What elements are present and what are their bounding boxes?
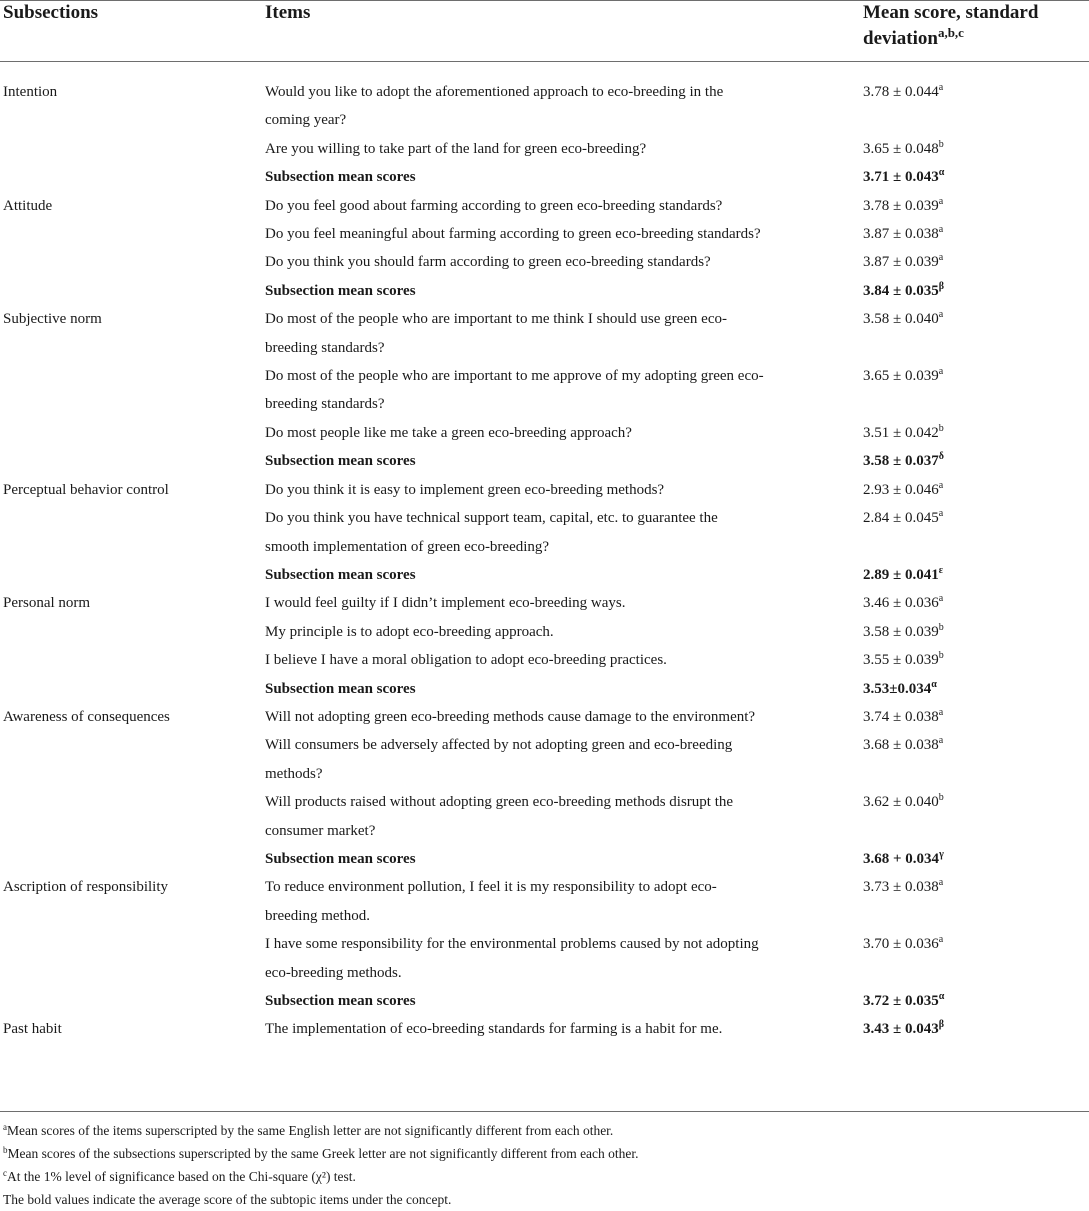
mean-score-value: 3.65 ± 0.048 xyxy=(863,140,939,157)
table-row xyxy=(0,589,1089,617)
mean-score-value: 3.53±0.034 xyxy=(863,680,932,697)
mean-score-value: 3.46 ± 0.036 xyxy=(863,595,939,612)
item-cell: I have some responsibility for the environmental problems caused by not adopting eco-breeding methods. xyxy=(265,936,759,981)
item-cell: Are you willing to take part of the land for green eco-breeding? xyxy=(265,140,647,157)
header-rule xyxy=(0,61,1089,62)
significance-letter: a xyxy=(938,479,944,491)
mean-score-cell xyxy=(863,788,944,816)
significance-letter: a xyxy=(938,593,944,605)
subsection-summary-row xyxy=(0,163,1089,191)
significance-letter: a xyxy=(938,735,944,747)
mean-score-cell xyxy=(863,646,944,674)
mean-score-value: 3.68 + 0.034 xyxy=(863,850,940,867)
significance-letter: β xyxy=(938,1019,945,1031)
item-cell: Will consumers be adversely affected by not adopting green and eco-breeding methods? xyxy=(265,737,733,782)
item-cell: Subsection mean scores xyxy=(265,993,416,1009)
mean-score-value: 3.78 ± 0.039 xyxy=(863,197,939,214)
footnote-marker: c xyxy=(3,1168,7,1178)
item-cell: Do most of the people who are important to me approve of my adopting green eco-breeding standards? xyxy=(265,368,764,413)
subsection-cell: Ascription of responsibility xyxy=(3,879,168,896)
table-row xyxy=(0,873,1089,930)
footnote-text: Mean scores of the subsections superscripted by the same Greek letter are not significantly different from each other. xyxy=(7,1146,639,1161)
significance-letter: α xyxy=(938,167,945,179)
subsection-summary-row xyxy=(0,277,1089,305)
mean-score-cell xyxy=(863,192,943,220)
item-cell: Will products raised without adopting green eco-breeding methods disrupt the consumer market? xyxy=(265,794,734,839)
significance-letter: δ xyxy=(938,451,944,463)
item-cell: Do you think you have technical support team, capital, etc. to guarantee the smooth implementation of green eco-breeding? xyxy=(265,510,718,555)
mean-score-value: 3.68 ± 0.038 xyxy=(863,737,939,754)
mean-score-value: 2.93 ± 0.046 xyxy=(863,481,939,498)
item-cell: Subsection mean scores xyxy=(265,453,416,470)
mean-score-value: 3.51 ± 0.042 xyxy=(863,424,939,441)
significance-letter: b xyxy=(938,792,944,804)
header-items: Items xyxy=(265,2,311,23)
mean-score-cell xyxy=(863,305,943,333)
subsection-cell: Past habit xyxy=(3,1021,62,1038)
significance-letter: γ xyxy=(939,848,944,860)
subsection-summary-row xyxy=(0,987,1089,1015)
mean-score-value: 2.84 ± 0.045 xyxy=(863,510,939,527)
mean-score-cell xyxy=(863,731,943,759)
item-cell: Do you feel good about farming according to green eco-breeding standards? xyxy=(265,197,723,214)
mean-score-value: 3.74 ± 0.038 xyxy=(863,708,939,725)
table-row xyxy=(0,703,1089,731)
mean-score-value: 3.78 ± 0.044 xyxy=(863,84,939,100)
significance-letter: a xyxy=(938,224,944,236)
subsection-cell: Perceptual behavior control xyxy=(3,481,169,498)
mean-score-cell xyxy=(863,703,943,731)
table-row xyxy=(0,220,1089,248)
mean-score-cell xyxy=(863,930,943,958)
significance-letter: a xyxy=(938,934,944,946)
mean-score-value: 3.55 ± 0.039 xyxy=(863,652,939,669)
mean-score-cell xyxy=(863,589,943,617)
mean-score-value: 2.89 ± 0.041 xyxy=(863,566,939,583)
significance-letter: b xyxy=(938,650,944,662)
mean-score-value: 3.58 ± 0.037 xyxy=(863,453,939,470)
footnote-marker: b xyxy=(3,1145,8,1155)
mean-score-value: 3.62 ± 0.040 xyxy=(863,794,939,811)
item-cell: My principle is to adopt eco-breeding approach. xyxy=(265,623,554,640)
mean-score-value: 3.43 ± 0.043 xyxy=(863,1021,939,1038)
mean-score-cell xyxy=(863,675,937,703)
subsection-cell: Intention xyxy=(3,84,58,100)
significance-letter: a xyxy=(938,309,944,321)
table-row xyxy=(0,192,1089,220)
footnote xyxy=(3,1119,1083,1142)
mean-score-cell xyxy=(863,561,943,589)
item-cell: Do most people like me take a green eco-breeding approach? xyxy=(265,424,632,441)
footnote-text: The bold values indicate the average score of the subtopic items under the concept. xyxy=(3,1192,452,1207)
table-row xyxy=(0,78,1089,135)
footnote-marker: a xyxy=(3,1122,7,1132)
table-body xyxy=(0,78,1089,1044)
mean-score-cell xyxy=(863,873,943,901)
mean-score-value: 3.87 ± 0.038 xyxy=(863,226,939,243)
table-row xyxy=(0,248,1089,276)
header-mean-score xyxy=(863,0,1085,52)
table-row xyxy=(0,930,1089,987)
mean-score-cell xyxy=(863,362,943,390)
mean-score-cell xyxy=(863,419,944,447)
header-mean-line2: deviation xyxy=(863,28,938,49)
significance-letter: a xyxy=(938,508,944,520)
mean-score-cell xyxy=(863,248,943,276)
significance-letter: a xyxy=(938,82,944,93)
subsection-summary-row xyxy=(0,447,1089,475)
mean-score-cell xyxy=(863,1015,944,1043)
table-row xyxy=(0,419,1089,447)
subsection-cell: Personal norm xyxy=(3,595,91,612)
footnote-text: At the 1% level of significance based on the Chi-square (χ²) test. xyxy=(7,1169,356,1184)
mean-score-cell xyxy=(863,277,944,305)
mean-score-value: 3.84 ± 0.035 xyxy=(863,282,939,299)
mean-score-value: 3.58 ± 0.040 xyxy=(863,311,939,328)
mean-score-value: 3.73 ± 0.038 xyxy=(863,879,939,896)
significance-letter: a xyxy=(938,366,944,378)
mean-score-value: 3.71 ± 0.043 xyxy=(863,169,939,186)
significance-letter: ε xyxy=(938,564,944,576)
significance-letter: a xyxy=(938,195,944,207)
table-bottom-rule xyxy=(0,1111,1089,1112)
significance-letter: b xyxy=(938,138,944,150)
significance-letter: α xyxy=(931,678,937,690)
mean-score-value: 3.58 ± 0.039 xyxy=(863,623,939,640)
mean-score-value: 3.87 ± 0.039 xyxy=(863,254,939,271)
table-row xyxy=(0,646,1089,674)
item-cell: I would feel guilty if I didn’t implement eco-breeding ways. xyxy=(265,595,626,612)
header-mean-sup: a,b,c xyxy=(937,25,964,40)
mean-score-cell xyxy=(863,476,943,504)
mean-score-cell xyxy=(863,163,944,191)
item-cell: Do you think you should farm according to green eco-breeding standards? xyxy=(265,254,711,271)
significance-letter: a xyxy=(938,877,944,889)
footnote xyxy=(3,1142,1083,1165)
mean-score-cell xyxy=(863,447,944,475)
significance-letter: a xyxy=(938,252,944,264)
footnotes xyxy=(3,1119,1083,1211)
item-cell: Subsection mean scores xyxy=(265,169,416,186)
significance-letter: β xyxy=(938,280,945,292)
mean-score-cell xyxy=(863,504,943,532)
footnote-text: Mean scores of the items superscripted by the same English letter are not significantly different from each other. xyxy=(7,1123,614,1138)
item-cell: Subsection mean scores xyxy=(265,680,416,697)
mean-score-cell xyxy=(863,135,944,163)
subsection-cell: Subjective norm xyxy=(3,311,102,328)
table-row xyxy=(0,788,1089,845)
subsection-summary-row xyxy=(0,561,1089,589)
significance-letter: a xyxy=(938,706,944,718)
mean-score-cell xyxy=(863,987,944,1015)
item-cell: Subsection mean scores xyxy=(265,850,416,867)
item-cell: Would you like to adopt the aforementioned approach to eco-breeding in the coming year? xyxy=(265,84,724,129)
mean-score-cell xyxy=(863,78,943,106)
table-row xyxy=(0,135,1089,163)
item-cell: I believe I have a moral obligation to adopt eco-breeding practices. xyxy=(265,652,667,669)
table-row xyxy=(0,1015,1089,1043)
subsection-summary-row xyxy=(0,845,1089,873)
table-row xyxy=(0,731,1089,788)
header-subsections: Subsections xyxy=(3,2,99,23)
mean-score-value: 3.70 ± 0.036 xyxy=(863,936,939,953)
significance-letter: b xyxy=(938,621,944,633)
mean-score-cell xyxy=(863,220,943,248)
table-row xyxy=(0,618,1089,646)
subsection-summary-row xyxy=(0,675,1089,703)
table-row xyxy=(0,362,1089,419)
table-row xyxy=(0,476,1089,504)
item-cell: Do most of the people who are important to me think I should use green eco-breeding standards? xyxy=(265,311,727,356)
mean-score-value: 3.65 ± 0.039 xyxy=(863,368,939,385)
significance-letter: b xyxy=(938,422,944,434)
mean-score-cell xyxy=(863,845,944,873)
item-cell: The implementation of eco-breeding standards for farming is a habit for me. xyxy=(265,1021,723,1038)
subsection-cell: Attitude xyxy=(3,197,53,214)
mean-score-value: 3.72 ± 0.035 xyxy=(863,993,939,1009)
item-cell: Subsection mean scores xyxy=(265,282,416,299)
significance-letter: α xyxy=(938,991,945,1002)
item-cell: Do you feel meaningful about farming according to green eco-breeding standards? xyxy=(265,226,761,243)
mean-score-cell xyxy=(863,618,944,646)
subsection-cell: Awareness of consequences xyxy=(3,708,170,725)
item-cell: To reduce environment pollution, I feel it is my responsibility to adopt eco-breeding method. xyxy=(265,879,717,924)
item-cell: Subsection mean scores xyxy=(265,566,416,583)
item-cell: Do you think it is easy to implement green eco-breeding methods? xyxy=(265,481,665,498)
header-mean-line1: Mean score, standard xyxy=(863,2,1039,23)
table-row xyxy=(0,305,1089,362)
item-cell: Will not adopting green eco-breeding methods cause damage to the environment? xyxy=(265,708,756,725)
footnote xyxy=(3,1165,1083,1188)
table-row xyxy=(0,504,1089,561)
